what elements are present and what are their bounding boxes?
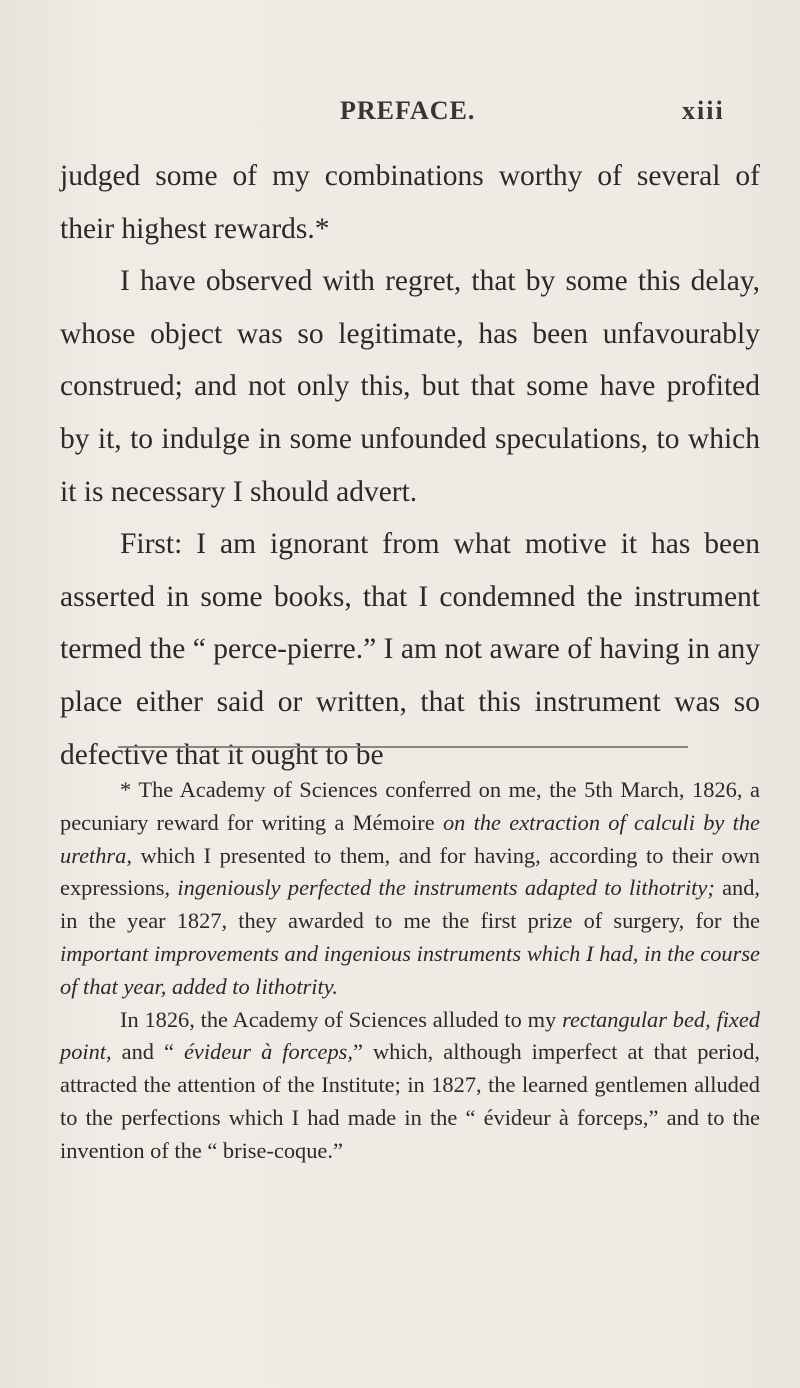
footnotes xyxy=(60,774,760,1168)
paragraph-2: I have observed with regret, that by some this delay, whose object was so legitimate, has been unfavourably construed; and not only this, but that some have profited by it, to indulge in some unfounded speculations, to which it is necessary I should advert. xyxy=(60,265,760,508)
footnote-1-italic-f: important improvements and ingenious instruments which I had, in the course of that year, added to lithotrity. xyxy=(60,940,760,999)
footnote-2-text-a: In 1826, the Academy of Sciences alluded to my xyxy=(120,1006,563,1032)
footnote-1-italic-d: ingeniously perfected the instruments adapted to lithotrity; xyxy=(177,875,715,901)
paragraph-1: judged some of my combinations worthy of several of their highest rewards.* xyxy=(60,160,760,245)
main-text xyxy=(60,150,760,781)
footnote-1-italic-b: on the extraction of calculi by the urethra, xyxy=(60,809,760,868)
footnote-2-italic-b: rectangular bed, fixed point, xyxy=(60,1006,760,1065)
paragraph-3: First: I am ignorant from what motive it has been asserted in some books, that I condemned the instrument termed the “ perce-pierre.” I am not aware of having in any place either said or written, that this instrument was so defective that it ought to be xyxy=(60,528,760,771)
page-header xyxy=(0,96,800,136)
footnote-1 xyxy=(60,774,760,1004)
footnote-2-text-c: and “ xyxy=(111,1039,184,1065)
page-number: xiii xyxy=(682,96,725,125)
footnote-1-text-e: and, in the year 1827, they awarded to me the first prize of surgery, for the xyxy=(60,875,761,934)
footnote-1-text-c: which I presented to them, and for having, according to their own expressions, xyxy=(60,842,760,901)
footnote-1-text-a: * The Academy of Sciences conferred on me, the 5th March, 1826, a pecuniary reward for writing a Mémoire xyxy=(60,777,760,835)
running-title: PREFACE. xyxy=(340,96,476,125)
footnote-2-text-e: ” which, although imperfect at that period, attracted the attention of the Institute; in 1827, the learned gentlemen alluded to the perfections which I had made in the “ évideur à forceps,” and to the invention of the “ brise-coque.” xyxy=(60,1039,760,1163)
footnote-2-italic-d: évideur à forceps, xyxy=(183,1039,353,1065)
footnote-divider xyxy=(118,746,688,748)
footnote-2 xyxy=(60,1004,760,1168)
